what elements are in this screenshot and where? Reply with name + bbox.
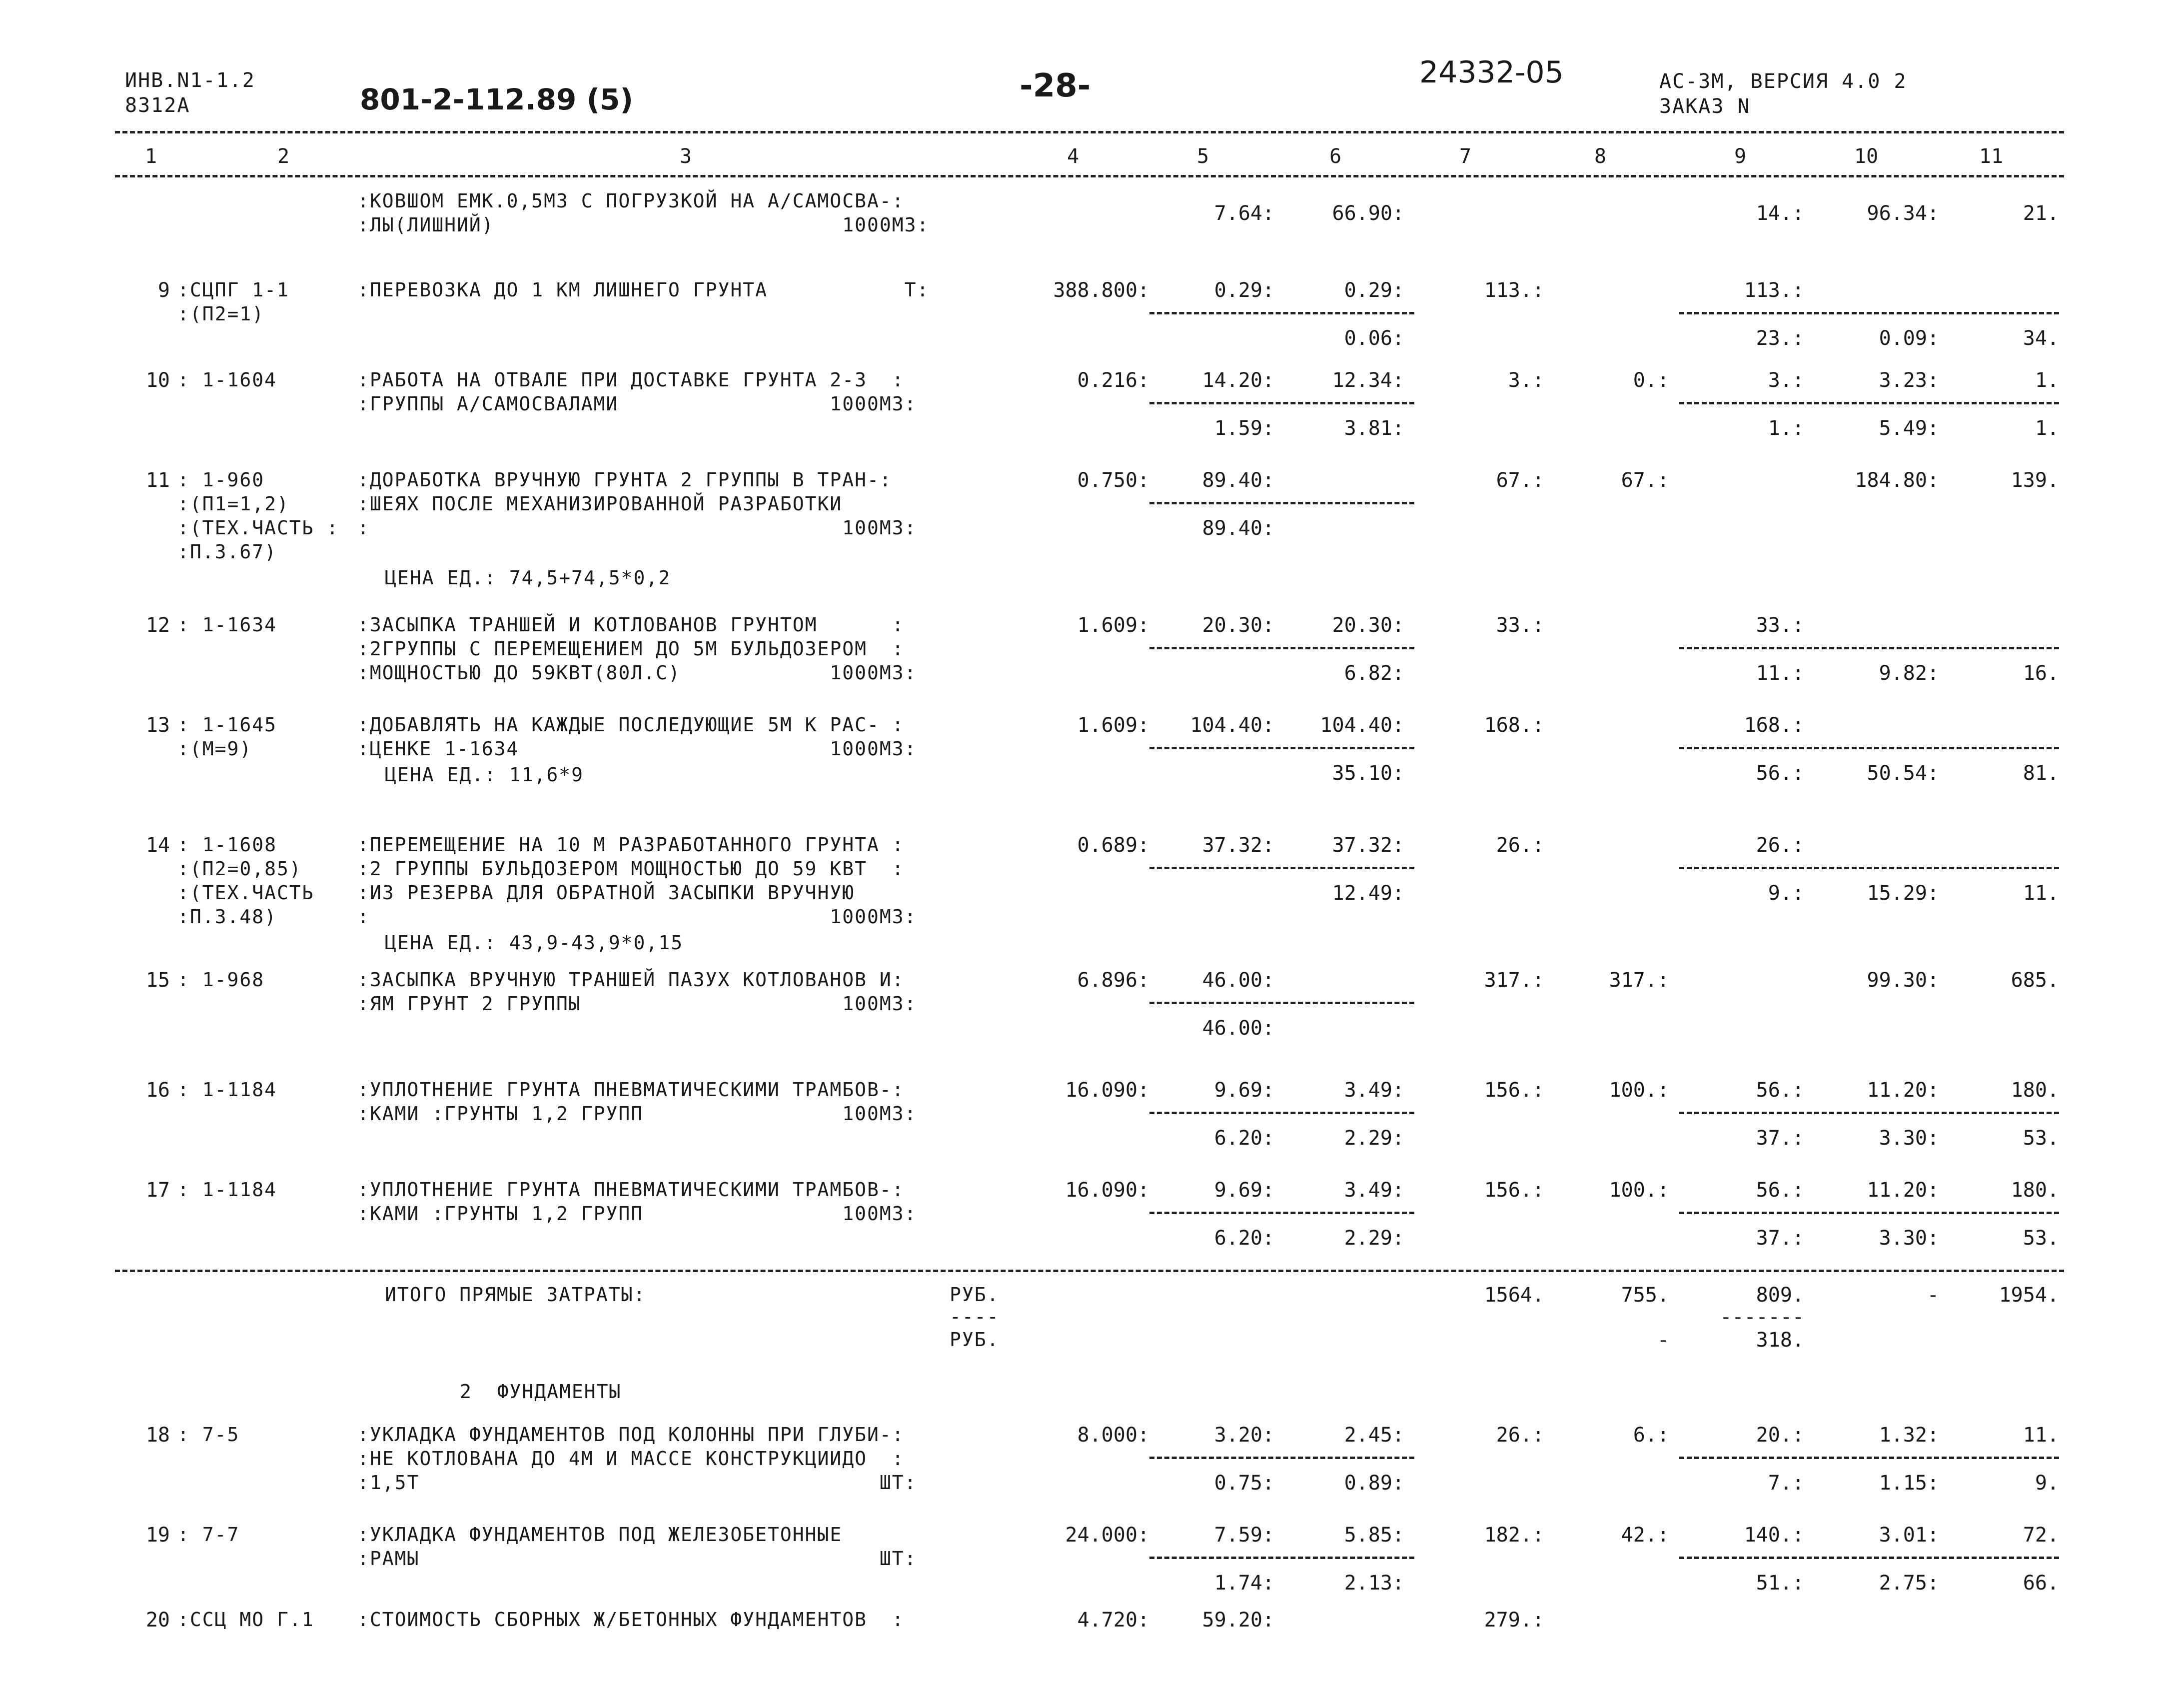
row-code: :(П1=1,2) [177,493,289,515]
cell-c4: 8.000: [1077,1424,1149,1447]
cell-c7: 26.: [1496,1424,1544,1447]
total-col9-rule: ------- [1720,1306,1804,1329]
row-number: 10 [145,369,170,392]
cell-c11b: 81. [2023,762,2059,785]
total-col9: 809. [1756,1284,1804,1307]
cell-c8: 67.: [1621,469,1669,492]
project-code: 801-2-112.89 (5) [360,82,633,116]
total-unit-2: РУБ. [950,1329,1000,1351]
sub-rule-9-11 [1679,1557,2059,1559]
cell-c5: 7.59: [1214,1524,1274,1547]
sub-rule-5-6 [1149,312,1414,314]
row-description: :ЗАСЫПКА ТРАНШЕЙ И КОТЛОВАНОВ ГРУНТОМ : [357,614,905,636]
cell-c8: 317.: [1609,969,1669,992]
cell-c6b: 12.49: [1332,882,1404,905]
cell-c7: 26.: [1496,834,1544,857]
inventory-code: 8312А [125,94,190,117]
unit-price-note: ЦЕНА ЕД.: 11,6*9 [385,764,584,786]
unit-price-note: ЦЕНА ЕД.: 74,5+74,5*0,2 [385,567,671,589]
cell-c7: 317.: [1484,969,1544,992]
col-header-5: 5 [1197,145,1209,168]
cell-c9: 3.: [1768,369,1804,392]
sub-rule-5-6 [1149,1002,1414,1004]
total-rule [115,1270,2064,1272]
cell-c7: 67.: [1496,469,1544,492]
cell-c11: 72. [2023,1524,2059,1547]
row-description: :ЛЫ(ЛИШНИЙ) 1000М3: [357,214,930,236]
row-description: :ЦЕНКЕ 1-1634 1000М3: [357,738,917,760]
cell-c9b: 56.: [1756,762,1804,785]
cell-c5: 59.20: [1202,1609,1274,1632]
row-description: :ДОБАВЛЯТЬ НА КАЖДЫЕ ПОСЛЕДУЮЩИЕ 5М К РАС- : [357,714,905,736]
col-header-8: 8 [1594,145,1607,168]
row-description: :ИЗ РЕЗЕРВА ДЛЯ ОБРАТНОЙ ЗАСЫПКИ ВРУЧНУЮ [357,882,855,904]
cell-c5: 3.20: [1214,1424,1274,1447]
cell-c5b: 46.00: [1202,1017,1274,1040]
cell-c9b: 11.: [1756,662,1804,685]
row-code: : 1-1604 [177,369,277,391]
col-header-2: 2 [277,145,290,168]
cell-c9b: 37.: [1756,1127,1804,1150]
cell-c10b: 9.82: [1879,662,1939,685]
row-code: :СЦПГ 1-1 [177,279,289,301]
order-number: ЗАКАЗ N [1659,95,1751,118]
row-number: 14 [145,834,170,857]
cell-c6b: 2.13: [1344,1572,1404,1595]
row-code: :(П2=1) [177,303,265,325]
sub-rule-5-6 [1149,402,1414,404]
cell-c9b: 37.: [1756,1227,1804,1250]
row-code: :(П2=0,85) [177,858,302,880]
total-col8-b: - [1657,1329,1669,1352]
sub-rule-5-6 [1149,1112,1414,1114]
row-code: : 7-7 [177,1524,240,1546]
row-description: :МОЩНОСТЬЮ ДО 59КВТ(80Л.С) 1000М3: [357,662,917,684]
cell-c5: 9.69: [1214,1179,1274,1202]
top-rule [115,131,2064,133]
cell-c5: 89.40: [1202,469,1274,492]
row-code: :(ТЕХ.ЧАСТЬ : [177,517,339,539]
cell-c5: 0.29: [1214,279,1274,302]
row-number: 15 [145,969,170,992]
sub-rule-9-11 [1679,1112,2059,1114]
cell-c10: 11.20: [1867,1179,1939,1202]
cell-c11b: 66. [2023,1572,2059,1595]
cell-c9b: 7.: [1768,1472,1804,1495]
row-description: :НЕ КОТЛОВАНА ДО 4М И МАССЕ КОНСТРУКЦИИДО : [357,1448,905,1470]
cell-c6b: 3.81: [1344,417,1404,440]
cell-c10b: 5.49: [1879,417,1939,440]
row-description: :ДОРАБОТКА ВРУЧНУЮ ГРУНТА 2 ГРУППЫ В ТРАН-: [357,469,892,491]
row-description: :СТОИМОСТЬ СБОРНЫХ Ж/БЕТОННЫХ ФУНДАМЕНТОВ : [357,1609,905,1631]
row-description: : 1000М3: [357,906,917,928]
cell-c6: 104.40: [1320,714,1404,737]
cell-c6: 66.90: [1332,202,1404,225]
cell-c4: 16.090: [1065,1179,1149,1202]
row-description: :2 ГРУППЫ БУЛЬДОЗЕРОМ МОЩНОСТЬЮ ДО 59 КВТ : [357,858,905,880]
cell-c11: 11. [2023,1424,2059,1447]
sub-rule-9-11 [1679,1457,2059,1459]
row-description: :УПЛОТНЕНИЕ ГРУНТА ПНЕВМАТИЧЕСКИМИ ТРАМБОВ-: [357,1179,905,1201]
row-code: :ССЦ МО Г.1 [177,1609,314,1631]
cell-c8: 100.: [1609,1079,1669,1102]
row-description: :КАМИ :ГРУНТЫ 1,2 ГРУПП 100М3: [357,1203,917,1225]
cell-c8: 6.: [1633,1424,1669,1447]
cell-c5b: 6.20: [1214,1227,1274,1250]
cell-c5b: 0.75: [1214,1472,1274,1495]
row-description: :ЯМ ГРУНТ 2 ГРУППЫ 100М3: [357,993,917,1015]
cell-c4: 4.720: [1077,1609,1149,1632]
cell-c9b: 51.: [1756,1572,1804,1595]
total-col7: 1564. [1484,1284,1544,1307]
sub-rule-9-11 [1679,1212,2059,1214]
row-number: 9 [157,279,170,302]
sub-rule-5-6 [1149,747,1414,749]
row-code: : 7-5 [177,1424,240,1446]
cell-c7: 279.: [1484,1609,1544,1632]
page-number: -28- [1020,67,1091,104]
cell-c9b: 1.: [1768,417,1804,440]
cell-c11b: 34. [2023,327,2059,350]
col-header-6: 6 [1329,145,1342,168]
cell-c5: 37.32: [1202,834,1274,857]
cell-c11: 180. [2011,1179,2059,1202]
total-unit: РУБ. [950,1284,1000,1306]
cell-c9b: 23.: [1756,327,1804,350]
cell-c7: 3.: [1508,369,1544,392]
cell-c11: 180. [2011,1079,2059,1102]
cell-c6: 3.49: [1344,1179,1404,1202]
row-code: : 1-1634 [177,614,277,636]
cell-c5b: 6.20: [1214,1127,1274,1150]
cell-c5b: 1.59: [1214,417,1274,440]
cell-c6b: 6.82: [1344,662,1404,685]
cell-c9: 20.: [1756,1424,1804,1447]
row-number: 19 [145,1524,170,1547]
row-description: :ПЕРЕМЕЩЕНИЕ НА 10 М РАЗРАБОТАННОГО ГРУНТА : [357,834,905,856]
cell-c5: 20.30: [1202,614,1274,637]
cell-c10: 3.01: [1879,1524,1939,1547]
cell-c4: 1.609: [1077,714,1149,737]
row-code: :П.3.48) [177,906,277,928]
row-description: :УКЛАДКА ФУНДАМЕНТОВ ПОД КОЛОННЫ ПРИ ГЛУБИ-: [357,1424,905,1446]
cell-c5: 104.40: [1190,714,1274,737]
row-description: :1,5Т ШТ: [357,1472,917,1494]
row-description: :УКЛАДКА ФУНДАМЕНТОВ ПОД ЖЕЛЕЗОБЕТОННЫЕ [357,1524,843,1546]
cell-c9b: 9.: [1768,882,1804,905]
cell-c7: 168.: [1484,714,1544,737]
cell-c10: 1.32: [1879,1424,1939,1447]
cell-c11: 685. [2011,969,2059,992]
cell-c10b: 1.15: [1879,1472,1939,1495]
row-description: :КАМИ :ГРУНТЫ 1,2 ГРУПП 100М3: [357,1103,917,1125]
cell-c4: 0.689: [1077,834,1149,857]
cell-c6: 0.29: [1344,279,1404,302]
cell-c7: 182.: [1484,1524,1544,1547]
section-heading: 2 ФУНДАМЕНТЫ [460,1381,622,1403]
row-code: :(М=9) [177,738,252,760]
row-code: :(ТЕХ.ЧАСТЬ [177,882,314,904]
program-version: АС-3М, ВЕРСИЯ 4.0 2 [1659,70,1907,93]
cell-c10: 99.30: [1867,969,1939,992]
cell-c11b: 9. [2035,1472,2059,1495]
row-description: :УПЛОТНЕНИЕ ГРУНТА ПНЕВМАТИЧЕСКИМИ ТРАМБОВ-: [357,1079,905,1101]
cell-c9: 56.: [1756,1179,1804,1202]
total-col8: 755. [1621,1284,1669,1307]
cell-c10b: 3.30: [1879,1127,1939,1150]
row-number: 16 [145,1079,170,1102]
cell-c6b: 2.29: [1344,1227,1404,1250]
row-number: 18 [145,1424,170,1447]
cell-c9: 14.: [1756,202,1804,225]
cell-c9: 33.: [1756,614,1804,637]
row-description: :ГРУППЫ А/САМОСВАЛАМИ 1000М3: [357,393,917,415]
cell-c8: 0.: [1633,369,1669,392]
cell-c11b: 1. [2035,417,2059,440]
row-number: 13 [145,714,170,737]
sub-rule-5-6 [1149,1557,1414,1559]
row-code: : 1-968 [177,969,265,991]
row-code: : 1-1184 [177,1179,277,1201]
row-code: :П.3.67) [177,541,277,563]
cell-c8: 42.: [1621,1524,1669,1547]
row-description: :РАМЫ ШТ: [357,1548,917,1570]
cell-c10b: 2.75: [1879,1572,1939,1595]
cell-c10: 184.80: [1855,469,1939,492]
cell-c6b: 2.29: [1344,1127,1404,1150]
col-header-4: 4 [1067,145,1080,168]
cell-c7: 156.: [1484,1179,1544,1202]
row-description: :КОВШОМ ЕМК.0,5М3 С ПОГРУЗКОЙ НА А/САМОСВА-: [357,190,905,212]
cell-c4: 0.750: [1077,469,1149,492]
cell-c11b: 53. [2023,1127,2059,1150]
sub-rule-9-11 [1679,647,2059,649]
sub-rule-5-6 [1149,867,1414,869]
total-col11: 1954. [1999,1284,2059,1307]
cell-c10b: 0.09: [1879,327,1939,350]
cell-c10b: 50.54: [1867,762,1939,785]
col-header-1: 1 [145,145,157,168]
row-description: :2ГРУППЫ С ПЕРЕМЕЩЕНИЕМ ДО 5М БУЛЬДОЗЕРОМ : [357,638,905,660]
unit-price-note: ЦЕНА ЕД.: 43,9-43,9*0,15 [385,932,684,954]
row-number: 12 [145,614,170,637]
cell-c11: 1. [2035,369,2059,392]
cell-c10: 11.20: [1867,1079,1939,1102]
total-unit-rule: ---- [950,1306,1000,1328]
sub-rule-9-11 [1679,312,2059,314]
row-description: : 100М3: [357,517,917,539]
cell-c4: 6.896: [1077,969,1149,992]
cell-c6: 20.30: [1332,614,1404,637]
row-code: : 1-960 [177,469,265,491]
cell-c6: 12.34: [1332,369,1404,392]
col-header-9: 9 [1734,145,1747,168]
row-description: :ЗАСЫПКА ВРУЧНУЮ ТРАНШЕЙ ПАЗУХ КОТЛОВАНОВ И: [357,969,905,991]
cell-c4: 24.000: [1065,1524,1149,1547]
cell-c7: 33.: [1496,614,1544,637]
row-code: : 1-1645 [177,714,277,736]
cell-c7: 113.: [1484,279,1544,302]
row-description: :РАБОТА НА ОТВАЛЕ ПРИ ДОСТАВКЕ ГРУНТА 2-3 : [357,369,905,391]
cell-c11b: 11. [2023,882,2059,905]
total-col9-b: 318. [1756,1329,1804,1352]
cell-c11b: 53. [2023,1227,2059,1250]
cell-c5b: 1.74: [1214,1572,1274,1595]
cell-c10b: 3.30: [1879,1227,1939,1250]
cell-c10: 96.34: [1867,202,1939,225]
sub-rule-9-11 [1679,747,2059,749]
inventory-number: ИНВ.N1-1.2 [125,69,255,92]
cell-c10: 3.23: [1879,369,1939,392]
sub-rule-5-6 [1149,502,1414,504]
cell-c9: 113.: [1744,279,1804,302]
sub-rule-5-6 [1149,1212,1414,1214]
cell-c4: 1.609: [1077,614,1149,637]
cell-c8: 100.: [1609,1179,1669,1202]
row-description: :ШЕЯХ ПОСЛЕ МЕХАНИЗИРОВАННОЙ РАЗРАБОТКИ [357,493,843,515]
col-header-7: 7 [1459,145,1472,168]
col-header-10: 10 [1854,145,1879,168]
row-code: : 1-1184 [177,1079,277,1101]
total-label: ИТОГО ПРЯМЫЕ ЗАТРАТЫ: [385,1284,646,1306]
cell-c4: 0.216: [1077,369,1149,392]
cell-c11: 139. [2011,469,2059,492]
cell-c10b: 15.29: [1867,882,1939,905]
total-col10: - [1927,1284,1939,1307]
cell-c7: 156.: [1484,1079,1544,1102]
cell-c9: 56.: [1756,1079,1804,1102]
sub-rule-5-6 [1149,1457,1414,1459]
row-description: :ПЕРЕВОЗКА ДО 1 КМ ЛИШНЕГО ГРУНТА Т: [357,279,930,301]
header-rule [115,175,2064,177]
cell-c9: 26.: [1756,834,1804,857]
cell-c5: 7.64: [1214,202,1274,225]
cell-c4: 388.800: [1053,279,1149,302]
col-header-11: 11 [1979,145,2004,168]
row-number: 17 [145,1179,170,1202]
cell-c6: 2.45: [1344,1424,1404,1447]
cell-c5: 14.20: [1202,369,1274,392]
row-number: 20 [145,1609,170,1632]
cell-c5: 9.69: [1214,1079,1274,1102]
cell-c11b: 16. [2023,662,2059,685]
cell-c5: 46.00: [1202,969,1274,992]
col-header-3: 3 [680,145,692,168]
cell-c11: 21. [2023,202,2059,225]
cell-c9: 140.: [1744,1524,1804,1547]
cell-c6b: 35.10: [1332,762,1404,785]
row-code: : 1-1608 [177,834,277,856]
cell-c9: 168.: [1744,714,1804,737]
cell-c6: 3.49: [1344,1079,1404,1102]
cell-c6: 37.32: [1332,834,1404,857]
sub-rule-9-11 [1679,402,2059,404]
cell-c6: 5.85: [1344,1524,1404,1547]
cell-c6b: 0.06: [1344,327,1404,350]
cell-c5b: 89.40: [1202,517,1274,540]
sub-rule-5-6 [1149,647,1414,649]
document-code: 24332-05 [1419,55,1564,90]
cell-c6b: 0.89: [1344,1472,1404,1495]
row-number: 11 [145,469,170,492]
sub-rule-9-11 [1679,867,2059,869]
cell-c4: 16.090: [1065,1079,1149,1102]
